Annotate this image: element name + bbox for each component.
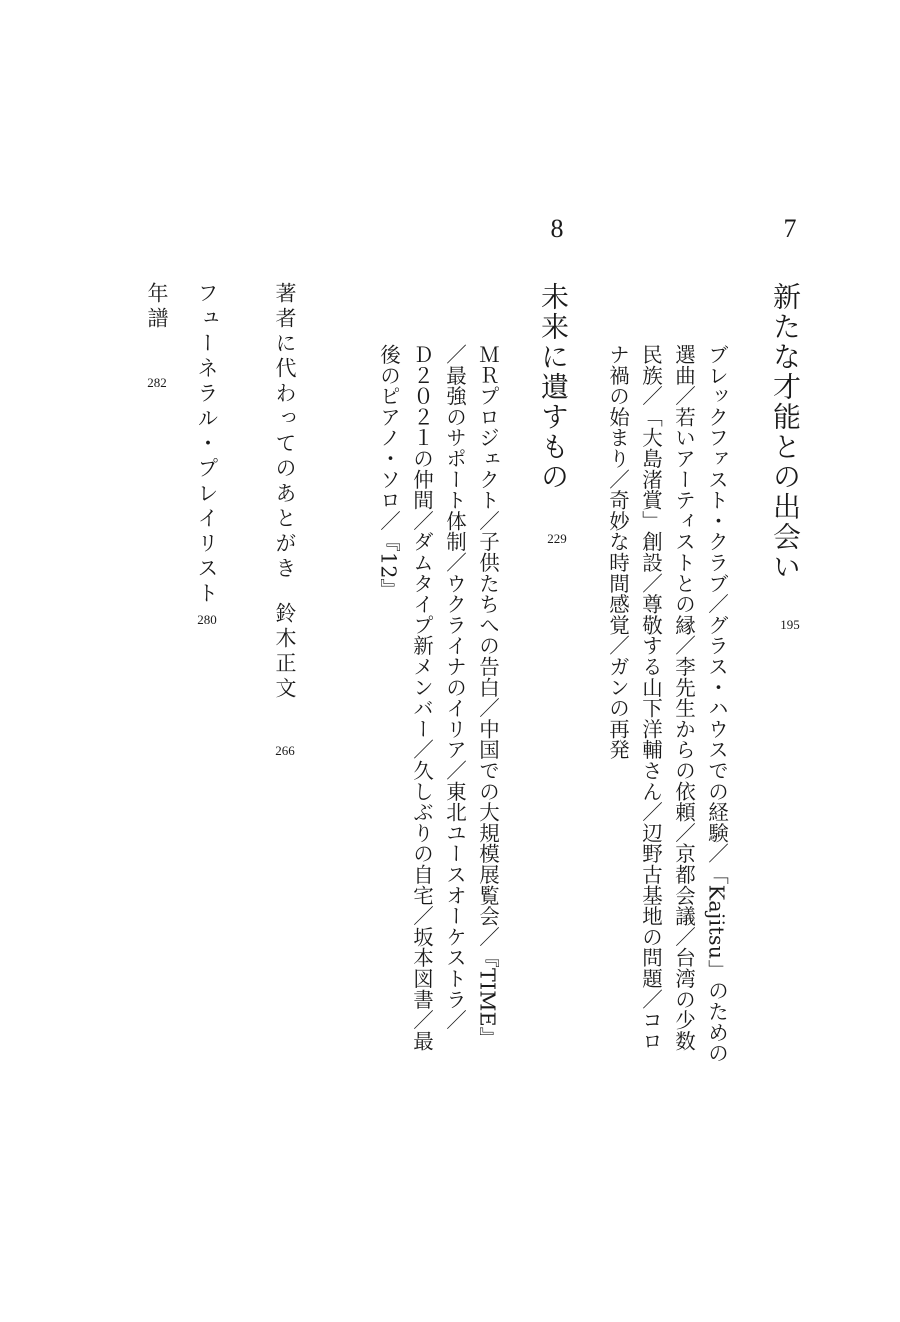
funeral-playlist-title: フューネラル・プレイリスト [195, 282, 219, 607]
funeral-playlist-page: 280 [197, 612, 217, 627]
chapter-7-title: 新たな才能との出会い [769, 282, 802, 582]
afterword-author: 鈴木正文 [273, 602, 297, 702]
chapter-8-summary-line-2: ／最強のサポート体制／ウクライナのイリア／東北ユースオーケストラ／ [442, 344, 467, 1031]
chapter-7-page: 195 [780, 617, 800, 632]
chapter-7-summary-line-2: 選曲／若いアーティストとの縁／李先生からの依頼／京都会議／台湾の少数 [671, 344, 696, 1052]
afterword-page: 266 [275, 743, 295, 758]
chapter-8-summary-line-1: ＭＲプロジェクト／子供たちへの告白／中国での大規模展覧会／『TIME』 [475, 344, 500, 1048]
chapter-8-page: 229 [547, 531, 567, 546]
chapter-7-summary-line-3: 民族／「大島渚賞」創設／尊敬する山下洋輔さん／辺野古基地の問題／コロ [638, 344, 663, 1052]
chronology-page: 282 [147, 375, 167, 390]
chapter-7-number: 7 [783, 214, 797, 243]
chapter-8-number: 8 [550, 214, 564, 243]
chapter-8-summary-line-4: 後のピアノ・ソロ／『12』 [376, 344, 401, 600]
chapter-7-summary-line-4: ナ禍の始まり／奇妙な時間感覚／ガンの再発 [605, 344, 630, 760]
chapter-8-title: 未来に遺すもの [537, 282, 570, 492]
chapter-8-summary-line-3: Ｄ２０２１の仲間／ダムタイプ新メンバー／久しぶりの自宅／坂本図書／最 [409, 344, 434, 1052]
afterword-title: 著者に代わってのあとがき [273, 282, 297, 582]
chapter-7-summary-line-1: ブレックファスト・クラブ／グラス・ハウスでの経験／「Kajitsu」のための [704, 344, 729, 1064]
chronology-title: 年譜 [145, 282, 169, 332]
